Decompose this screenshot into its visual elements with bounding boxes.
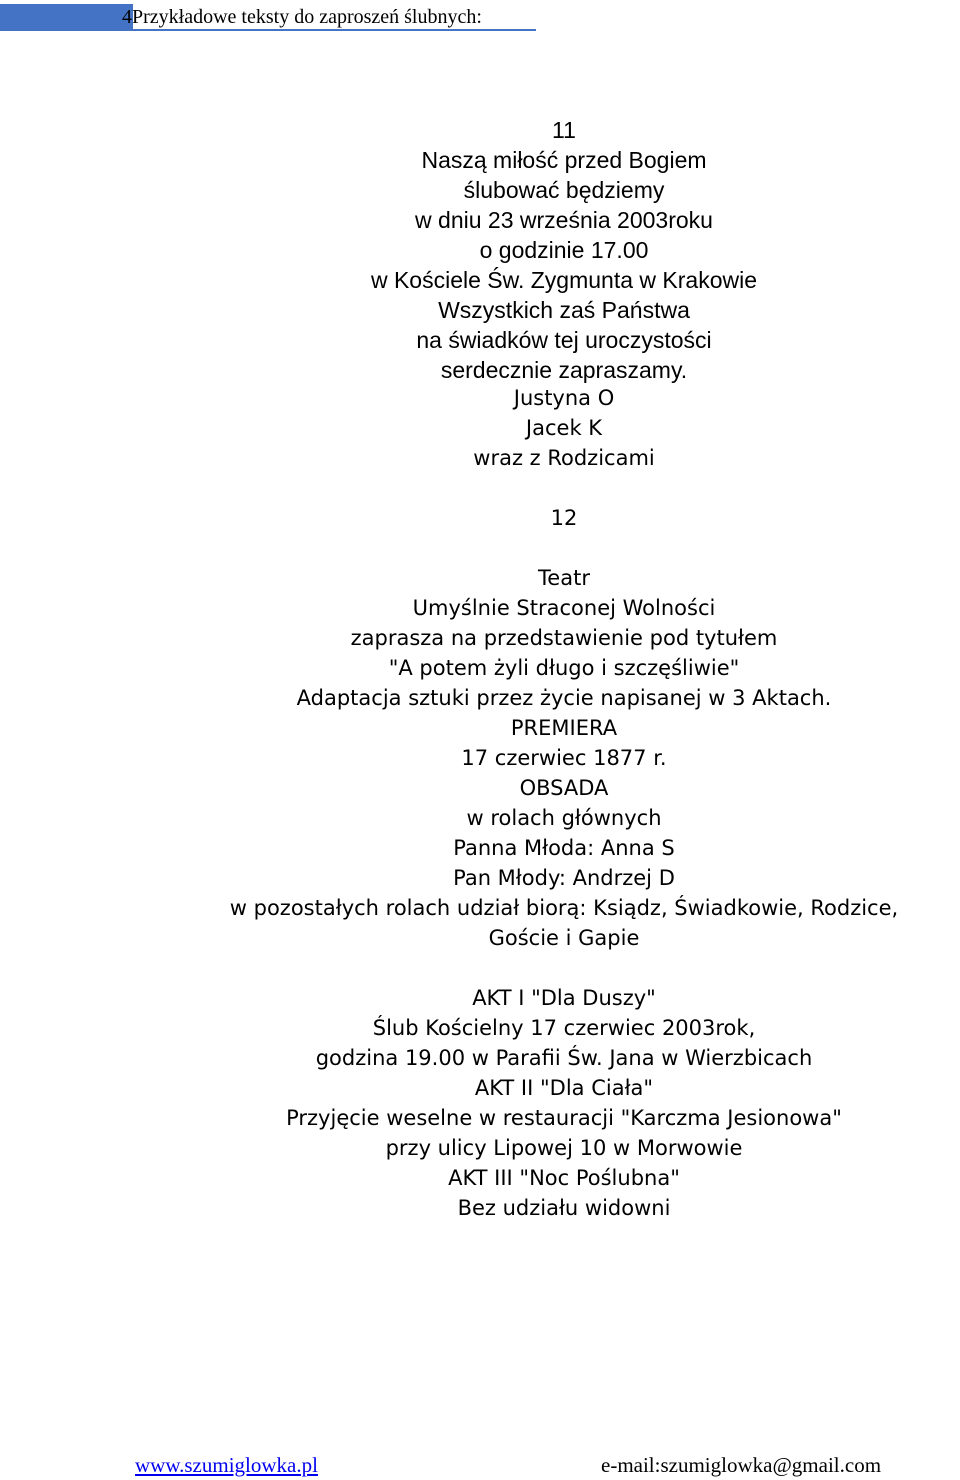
act-line: AKT III "Noc Poślubna"	[448, 1166, 680, 1190]
act-line: Przyjęcie weselne w restauracji "Karczma Jesionowa"	[286, 1106, 842, 1130]
invitation-line: w dniu 23 września 2003roku	[415, 207, 713, 233]
header-accent-box	[0, 4, 133, 30]
invitation-line: Pan Młody: Andrzej D	[453, 866, 675, 890]
signature-line: wraz z Rodzicami	[473, 446, 655, 470]
invitation-line: 17 czerwiec 1877 r.	[461, 746, 667, 770]
act-line: Ślub Kościelny 17 czerwiec 2003rok,	[372, 1016, 756, 1040]
invitation-line: Umyślnie Straconej Wolności	[412, 596, 716, 620]
invitation-line: na świadków tej uroczystości	[416, 327, 712, 353]
invitation-line: Panna Młoda: Anna S	[453, 836, 675, 860]
invitation-11-body	[0, 115, 960, 385]
invitation-line: Adaptacja sztuki przez życie napisanej w 3 Aktach.	[296, 686, 832, 710]
invitation-line: w pozostałych rolach udział biorą: Ksiądz, Świadkowie, Rodzice,	[229, 896, 899, 920]
header-underline	[0, 29, 536, 31]
footer-email: e-mail:szumiglowka@gmail.com	[601, 1453, 882, 1477]
invitation-line: "A potem żyli długo i szczęśliwie"	[388, 656, 740, 680]
invitation-line: Naszą miłość przed Bogiem	[421, 147, 707, 173]
spacer	[0, 533, 960, 563]
spacer	[0, 953, 960, 983]
invitation-line: PREMIERA	[510, 716, 618, 740]
invitation-line: serdecznie zapraszamy.	[440, 357, 688, 383]
invitation-number: 11	[552, 117, 576, 143]
invitation-number: 12	[550, 506, 578, 530]
spacer	[0, 473, 960, 503]
invitation-line: w rolach głównych	[466, 806, 662, 830]
invitation-line: o godzinie 17.00	[479, 237, 649, 263]
signature-line: Jacek K	[525, 416, 603, 440]
page-header	[0, 0, 960, 32]
header-text	[122, 5, 482, 29]
invitation-line: w Kościele Św. Zygmunta w Krakowie	[370, 267, 758, 293]
act-line: AKT II "Dla Ciała"	[474, 1076, 654, 1100]
act-line: AKT I "Dla Duszy"	[472, 986, 656, 1010]
act-line: Bez udziału widowni	[457, 1196, 671, 1220]
page-title: Przykładowe teksty do zaproszeń ślubnych:	[132, 6, 482, 28]
invitation-line: Teatr	[538, 566, 590, 590]
invitation-line: Goście i Gapie	[488, 926, 640, 950]
page-number: 4	[122, 6, 132, 28]
invitation-line: zaprasza na przedstawienie pod tytułem	[350, 626, 778, 650]
signature-line: Justyna O	[513, 386, 615, 410]
act-line: przy ulicy Lipowej 10 w Morwowie	[385, 1136, 743, 1160]
invitation-line: OBSADA	[519, 776, 609, 800]
invitation-11-signature-and-12	[0, 383, 960, 1223]
act-line: godzina 19.00 w Parafii Św. Jana w Wierzbicach	[315, 1046, 813, 1070]
invitation-line: ślubować będziemy	[463, 177, 665, 203]
footer-website-link[interactable]: www.szumiglowka.pl	[135, 1453, 318, 1477]
invitation-line: Wszystkich zaś Państwa	[438, 297, 690, 323]
